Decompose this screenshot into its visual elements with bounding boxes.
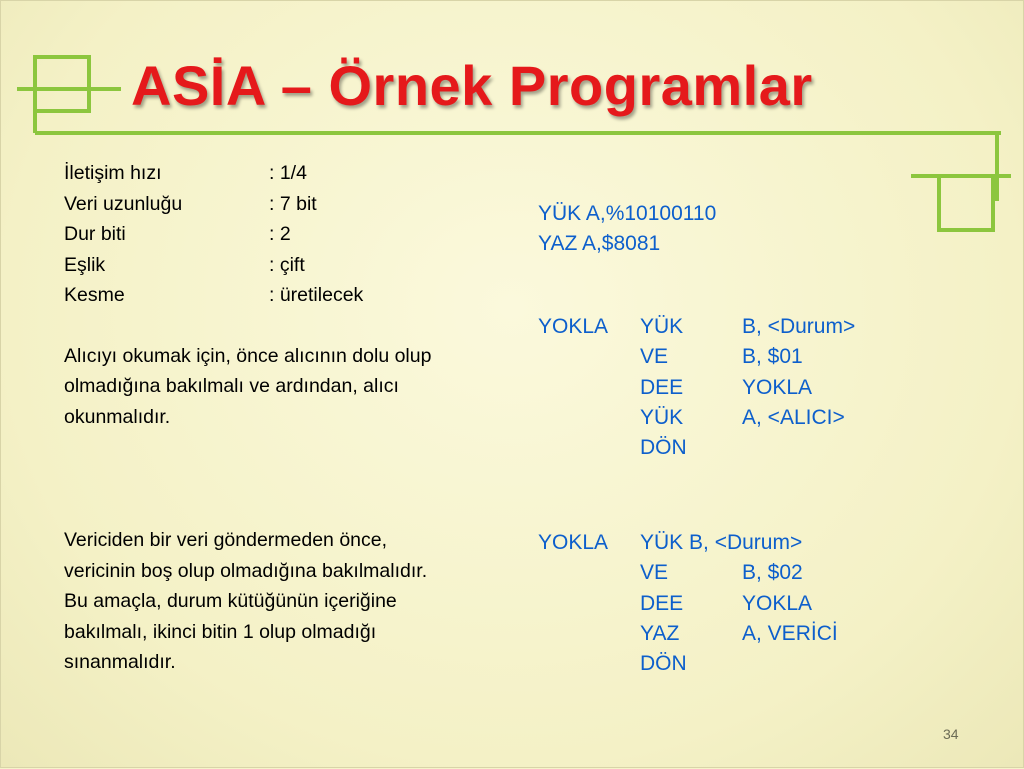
code-line — [538, 589, 838, 619]
code-arg: A, VERİCİ — [742, 621, 838, 645]
text-line: olmadığına bakılmalı ve ardından, alıcı — [64, 375, 399, 397]
code-line — [538, 403, 855, 433]
parameter-label: Kesme — [64, 284, 125, 306]
receiver-paragraph — [64, 341, 534, 433]
parameter-row — [64, 158, 534, 189]
parameter-row — [64, 189, 534, 220]
parameter-row — [64, 250, 534, 281]
code-label — [538, 558, 640, 588]
code-arg: B, $02 — [742, 561, 803, 585]
right-square — [939, 176, 993, 230]
parameter-row — [64, 280, 534, 311]
code-label: YOKLA — [538, 315, 609, 338]
parameter-value: : çift — [269, 253, 305, 276]
code-line — [538, 433, 855, 463]
code-label — [538, 373, 640, 403]
parameter-value: : 7 bit — [269, 192, 317, 215]
code-block-init — [538, 199, 716, 260]
text-line: Bu amaçla, durum kütüğünün içeriğine — [64, 590, 397, 612]
code-op: DÖN — [640, 436, 687, 460]
code-line — [538, 619, 838, 649]
parameter-value: : 2 — [269, 223, 291, 245]
code-label — [538, 433, 640, 463]
code-label: YOKLA — [538, 531, 609, 554]
code-line: YÜK A,%10100110 — [538, 202, 717, 225]
code-line — [538, 558, 838, 588]
code-op: DEE — [640, 375, 684, 399]
text-line: sınanmalıdır. — [64, 651, 176, 673]
code-block-transmit — [538, 528, 838, 679]
code-arg: B, <Durum> — [742, 315, 856, 338]
code-line: YAZ A,$8081 — [538, 232, 661, 256]
code-op: YÜK B, <Durum> — [640, 531, 803, 554]
parameter-label: Eşlik — [64, 253, 106, 276]
code-label — [538, 342, 640, 372]
code-op: YÜK — [640, 315, 684, 338]
parameter-label: Dur biti — [64, 223, 126, 245]
parameter-value: : üretilecek — [269, 284, 364, 306]
text-line: vericinin boş olup olmadığına bakılmalıdır. — [64, 559, 428, 582]
parameter-row — [64, 219, 534, 250]
text-line: Alıcıyı okumak için, önce alıcının dolu olup — [64, 344, 432, 367]
code-op: VE — [640, 345, 669, 369]
code-arg: YOKLA — [742, 591, 813, 615]
code-op: DEE — [640, 591, 684, 615]
code-block-receive — [538, 312, 855, 463]
code-line — [538, 649, 838, 679]
code-label — [538, 403, 640, 433]
code-line — [538, 373, 855, 403]
code-arg: B, $01 — [742, 345, 803, 369]
code-label — [538, 649, 640, 679]
code-line — [538, 342, 855, 372]
code-line — [538, 312, 855, 342]
text-line: Vericiden bir veri göndermeden önce, — [64, 529, 388, 551]
parameter-label: İletişim hızı — [64, 162, 162, 184]
slide-title: ASİA – Örnek Programlar — [131, 54, 813, 117]
parameter-list — [64, 158, 534, 311]
top-left-square — [35, 57, 89, 111]
code-op: YÜK — [640, 405, 684, 429]
page-number: 34 — [943, 726, 959, 742]
code-arg: YOKLA — [742, 375, 813, 399]
code-op: DÖN — [640, 652, 687, 676]
left-column — [64, 158, 534, 432]
code-arg: A, <ALICI> — [742, 405, 845, 429]
parameter-label: Veri uzunluğu — [64, 192, 183, 215]
transmitter-paragraph — [64, 525, 534, 678]
text-line: bakılmalı, ikinci bitin 1 olup olmadığı — [64, 620, 377, 643]
parameter-value: : 1/4 — [269, 162, 307, 184]
code-op: VE — [640, 561, 669, 585]
code-line — [538, 528, 838, 558]
code-op: YAZ — [640, 621, 680, 645]
code-label — [538, 589, 640, 619]
text-line: okunmalıdır. — [64, 405, 171, 428]
code-label — [538, 619, 640, 649]
